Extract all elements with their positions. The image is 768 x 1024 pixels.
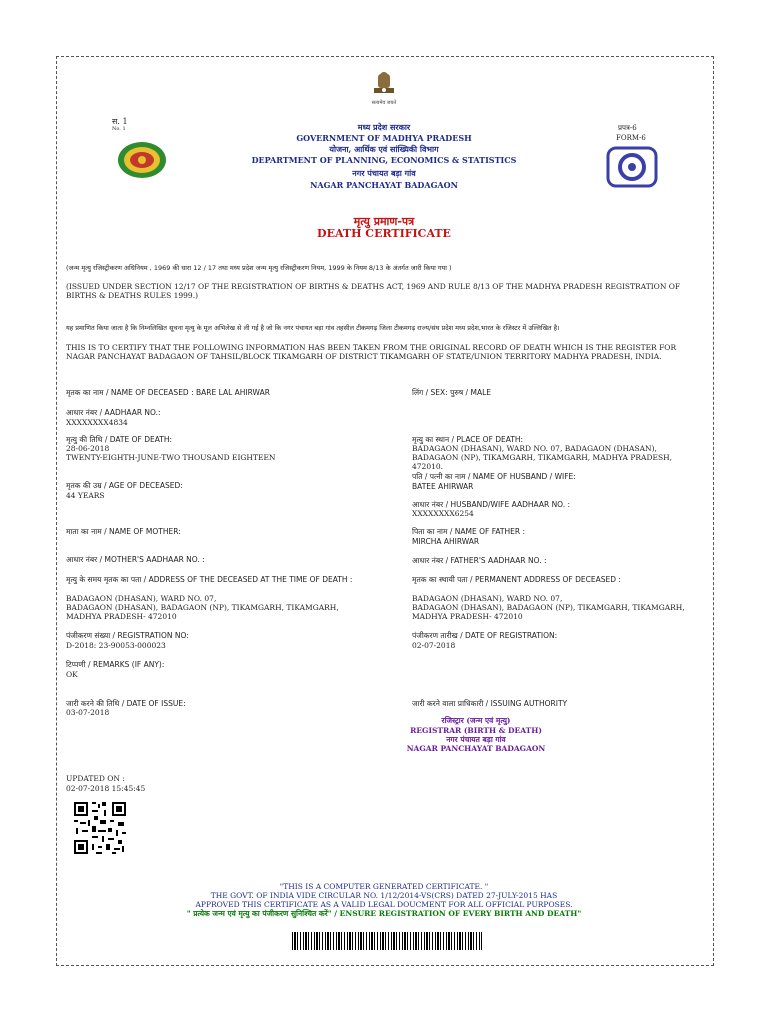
pod-value: BADAGAON (DHASAN), WARD NO. 07, BADAGAON (DHASAN), BADAGAON (NP), TIKAMGARH, TIKAMGARH, MADHYA PRADESH, 472010. — [412, 444, 673, 471]
addr-death-value-2: BADAGAON (DHASAN), BADAGAON (NP), TIKAMGARH, TIKAMGARH, — [66, 603, 339, 612]
slogan-en: ENSURE REGISTRATION OF EVERY BIRTH AND DEATH" — [339, 909, 582, 918]
authority-np-en: NAGAR PANCHAYAT BADAGAON — [406, 744, 546, 753]
serial-en: No. 1 — [112, 126, 126, 132]
dept-hi: योजना, आर्थिक एवं सांख्यिकी विभाग — [329, 144, 439, 154]
mother-label: माता का नाम / NAME OF MOTHER: — [66, 527, 181, 536]
aadhaar-label: आधार नंबर / AADHAAR NO.: — [66, 408, 161, 417]
serial-hi: स. 1 — [112, 117, 128, 126]
age-value: 44 YEARS — [66, 491, 105, 500]
addr-perm-value-3: MADHYA PRADESH- 472010 — [412, 612, 523, 621]
form-en: FORM-6 — [616, 134, 646, 142]
spouse-value: BATEE AHIRWAR — [412, 482, 474, 491]
footer-line3: APPROVED THIS CERTIFICATE AS A VALID LEGAL DOUCMENT FOR ALL OFFICIAL PURPOSES. — [195, 900, 573, 909]
footer-slogan — [134, 909, 634, 919]
slogan-sep: / — [331, 909, 340, 918]
addr-perm-label: मृतक का स्थायी पता / PERMANENT ADDRESS OF DECEASED : — [412, 575, 621, 584]
crs-logo-icon — [606, 146, 658, 188]
addr-perm-value-2: BADAGAON (DHASAN), BADAGAON (NP), TIKAMGARH, TIKAMGARH, — [412, 603, 685, 612]
authority-np-hi: नगर पंचायत बड़ा गांव — [446, 735, 506, 744]
father-aadhaar-label: आधार नंबर / FATHER'S AADHAAR NO. : — [412, 556, 547, 565]
dod-words: TWENTY-EIGHTH-JUNE-TWO THOUSAND EIGHTEEN — [66, 453, 276, 462]
updated-value: 02-07-2018 15:45:45 — [66, 784, 146, 793]
np-hi: नगर पंचायत बड़ा गांव — [352, 168, 416, 178]
authority-en: REGISTRAR (BIRTH & DEATH) — [410, 726, 542, 735]
name-label: मृतक का नाम / NAME OF DECEASED : — [66, 388, 197, 397]
addr-death-value-1: BADAGAON (DHASAN), WARD NO. 07, — [66, 594, 217, 603]
regdate-value: 02-07-2018 — [412, 641, 456, 650]
sex-label: लिंग / SEX: — [412, 388, 451, 397]
barcode-icon — [292, 932, 482, 950]
issue-label: जारी करने की तिथि / DATE OF ISSUE: — [66, 699, 186, 708]
issue-value: 03-07-2018 — [66, 708, 110, 717]
father-value: MIRCHA AHIRWAR — [412, 537, 480, 546]
form-hi: प्रपत्र-6 — [618, 124, 637, 132]
pod-label: मृत्यु का स्थान / PLACE OF DEATH: — [412, 435, 524, 444]
authority-label: जारी करने वाला प्राधिकारी / ISSUING AUTHORITY — [412, 699, 568, 708]
regdate-label: पंजीकरण तारीख / DATE OF REGISTRATION: — [412, 631, 558, 640]
regno-label: पंजीकरण संख्या / REGISTRATION NO: — [66, 631, 189, 640]
sex-value: पुरुष / MALE — [450, 388, 491, 397]
emblem-caption: सत्यमेव जयते — [371, 100, 397, 106]
mp-logo-icon — [116, 140, 168, 180]
spouse-aadhaar-value: XXXXXXXX6254 — [412, 509, 474, 518]
footer-line1: "THIS IS A COMPUTER GENERATED CERTIFICATE. " — [279, 882, 489, 891]
remarks-label: टिप्पणी / REMARKS (IF ANY): — [66, 660, 165, 669]
sex-field — [412, 388, 702, 397]
name-field — [66, 388, 396, 397]
addr-perm-value-1: BADAGAON (DHASAN), WARD NO. 07, — [412, 594, 563, 603]
father-label: पिता का नाम / NAME OF FATHER : — [412, 527, 525, 536]
aadhaar-value: XXXXXXXX4834 — [66, 418, 128, 427]
certificate-border — [56, 56, 714, 966]
gov-en: GOVERNMENT OF MADHYA PRADESH — [296, 133, 472, 143]
gov-hi: मध्य प्रदेश सरकार — [357, 122, 411, 132]
regno-value: D-2018: 23-90053-000023 — [66, 641, 166, 650]
title-hi: मृत्यु प्रमाण-पत्र — [353, 215, 415, 228]
spouse-aadhaar-label: आधार नंबर / HUSBAND/WIFE AADHAAR NO. : — [412, 500, 571, 509]
dod-label: मृत्यु की तिथि / DATE OF DEATH: — [66, 435, 173, 444]
title-en: DEATH CERTIFICATE — [317, 227, 451, 240]
issued-under-en: (ISSUED UNDER SECTION 12/17 OF THE REGISTRATION OF BIRTHS & DEATHS ACT, 1969 AND RULE 8/13 OF THE MADHYA PRADESH REGISTRATION OF BIRTHS & DEATHS RULES 1999.) — [66, 282, 681, 300]
footer-line2: THE GOVT. OF INDIA VIDE CIRCULAR NO. 1/12/2014-VS(CRS) DATED 27-JULY-2015 HAS — [210, 891, 558, 900]
mother-aadhaar-label: आधार नंबर / MOTHER'S AADHAAR NO. : — [66, 555, 205, 564]
authority-hi: रजिस्ट्रार (जन्म एवं मृत्यु) — [441, 716, 511, 725]
spouse-label: पति / पत्नी का नाम / NAME OF HUSBAND / WIFE: — [412, 472, 576, 481]
updated-label: UPDATED ON : — [66, 774, 125, 783]
certify-hi: यह प्रमाणित किया जाता है कि निम्नलिखित सूचना मृत्यु के मूल अभिलेख से ली गई है जो कि नगर पंचायत बड़ा गांव तहसील टीकमगढ़ जिला टीकमगढ़ राज्य/संघ प्रदेश मध्य प्रदेश,भारत के रजिस्टर में उल्लिखित है। — [66, 324, 560, 332]
addr-death-label: मृत्यु के समय मृतक का पता / ADDRESS OF THE DECEASED AT THE TIME OF DEATH : — [66, 575, 353, 584]
qr-code-icon — [72, 800, 128, 856]
remarks-value: OK — [66, 670, 78, 679]
dod-value: 28-06-2018 — [66, 444, 110, 453]
certify-en: THIS IS TO CERTIFY THAT THE FOLLOWING INFORMATION HAS BEEN TAKEN FROM THE ORIGINAL RECORD OF DEATH WHICH IS THE REGISTER FOR NAGAR PANCHAYAT BADAGAON OF TAHSIL/BLOCK TIKAMGARH OF DISTRICT TIKAMGARH OF STATE/UNION TERRITORY MADHYA PRADESH, INDIA. — [66, 343, 677, 361]
addr-death-value-3: MADHYA PRADESH- 472010 — [66, 612, 177, 621]
name-value: BARE LAL AHIRWAR — [196, 388, 270, 397]
slogan-hi: " प्रत्येक जन्म एवं मृत्यु का पंजीकरण सुनिश्चित करें" — [186, 909, 332, 918]
dept-en: DEPARTMENT OF PLANNING, ECONOMICS & STATISTICS — [251, 155, 517, 165]
issued-under-hi: (जन्म मृत्यु रजिस्ट्रीकरण अधिनियम , 1969 की धारा 12 / 17 तथा मध्य प्रदेश जन्म मृत्यु रजिस्ट्रीकरण नियम, 1999 के नियम 8/13 के अंतर्गत जारी किया गया ) — [66, 264, 452, 272]
age-label: मृतक की उम्र / AGE OF DECEASED: — [66, 481, 183, 490]
np-en: NAGAR PANCHAYAT BADAGAON — [310, 180, 458, 190]
national-emblem-icon — [364, 70, 404, 100]
